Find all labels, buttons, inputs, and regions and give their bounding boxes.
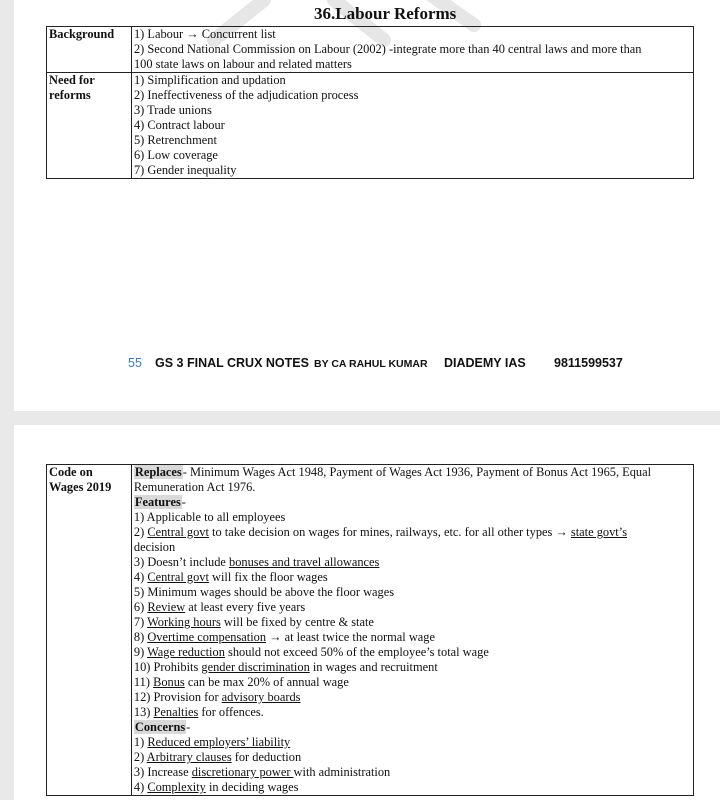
text-segment: 6) — [133, 600, 148, 614]
text-line — [134, 73, 691, 88]
footer-page-number: 55 — [128, 356, 142, 370]
text-segment: 11) — [133, 675, 154, 689]
text-segment: decision — [133, 540, 176, 554]
text-line — [134, 765, 691, 780]
text-line — [134, 103, 691, 118]
text-segment: 2) — [133, 525, 148, 539]
text-line — [134, 525, 691, 540]
text-segment: will be fixed by centre & state — [220, 615, 374, 629]
text-segment: 3) Trade unions — [133, 103, 212, 117]
text-line — [134, 690, 691, 705]
footer-doc-title: GS 3 FINAL CRUX NOTES — [155, 356, 309, 370]
text-segment: 2) Ineffectiveness of the adjudication process — [133, 88, 359, 102]
section-label: Replaces — [134, 465, 182, 479]
text-segment: can be max 20% of annual wage — [184, 675, 349, 689]
table-row — [47, 73, 694, 179]
row-content — [131, 27, 693, 73]
text-line — [134, 660, 691, 675]
underlined-text: Bonus — [153, 675, 185, 689]
table-row — [47, 27, 694, 73]
text-segment: Remuneration Act 1976. — [133, 480, 256, 494]
underlined-text: Penalties — [153, 705, 199, 719]
text-line — [134, 600, 691, 615]
text-segment: 100 state laws on labour and related matters — [133, 57, 352, 71]
text-line — [134, 540, 691, 555]
document-page-1 — [14, 0, 720, 411]
text-segment: 4) — [133, 570, 148, 584]
footer-phone: 9811599537 — [554, 356, 623, 370]
underlined-text: state govt’s — [570, 525, 628, 539]
text-segment: 13) — [133, 705, 154, 719]
text-segment: in deciding wages — [205, 780, 299, 794]
section-label: Concerns — [134, 720, 186, 734]
text-line — [134, 118, 691, 133]
text-line — [134, 555, 691, 570]
row-heading: Code on Wages 2019 — [47, 465, 132, 796]
row-content — [131, 73, 693, 179]
row-heading: Need for reforms — [47, 73, 132, 179]
text-line — [134, 27, 691, 42]
text-segment: 2) — [133, 750, 147, 764]
text-line — [134, 585, 691, 600]
text-line — [134, 495, 691, 510]
code-on-wages-table — [46, 464, 694, 796]
text-segment: 1) — [133, 735, 148, 749]
text-segment: - — [181, 495, 186, 509]
underlined-text: Complexity — [147, 780, 206, 794]
text-line — [134, 735, 691, 750]
text-segment: with administration — [293, 765, 391, 779]
underlined-text: Overtime compensation — [147, 630, 267, 644]
text-line — [134, 750, 691, 765]
text-line — [134, 645, 691, 660]
text-segment: 1) Applicable to all employees — [133, 510, 286, 524]
text-segment: for offences. — [198, 705, 264, 719]
text-segment: 5) Retrenchment — [133, 133, 217, 147]
text-line — [134, 57, 691, 72]
underlined-text: Central govt — [147, 525, 209, 539]
footer-author: BY CA RAHUL KUMAR — [314, 358, 428, 370]
underlined-text: gender discrimination — [201, 660, 310, 674]
text-line — [134, 780, 691, 795]
row-content — [131, 465, 693, 796]
text-segment: 1) Labour → Concurrent list — [133, 27, 276, 41]
text-segment: 2) Second National Commission on Labour (2002) -integrate more than 40 central laws and more than — [133, 42, 642, 56]
text-line — [134, 615, 691, 630]
underlined-text: Reduced employers’ liability — [147, 735, 291, 749]
underlined-text: Central govt — [147, 570, 209, 584]
text-line — [134, 133, 691, 148]
text-line — [134, 720, 691, 735]
text-segment: 1) Simplification and updation — [133, 73, 286, 87]
footer-brand: DIADEMY IAS — [444, 356, 526, 370]
text-segment: 4) — [133, 780, 148, 794]
text-line — [134, 480, 691, 495]
underlined-text: discretionary power — [191, 765, 294, 779]
text-segment: to take decision on wages for mines, railways, etc. for all other types → — [208, 525, 571, 539]
text-segment: for deduction — [231, 750, 302, 764]
text-segment: should not exceed 50% of the employee’s total wage — [224, 645, 489, 659]
text-line — [134, 42, 691, 57]
text-segment: 7) — [133, 615, 148, 629]
text-segment: 3) Increase — [133, 765, 192, 779]
text-line — [134, 675, 691, 690]
document-page-2 — [14, 425, 720, 800]
underlined-text: Arbitrary clauses — [146, 750, 232, 764]
text-line — [134, 465, 691, 480]
text-segment: 5) Minimum wages should be above the floor wages — [133, 585, 395, 599]
text-segment: 10) Prohibits — [133, 660, 202, 674]
text-line — [134, 570, 691, 585]
text-line — [134, 510, 691, 525]
text-line — [134, 148, 691, 163]
text-segment: - Minimum Wages Act 1948, Payment of Wages Act 1936, Payment of Bonus Act 1965, Equal — [182, 465, 652, 479]
text-line — [134, 163, 691, 178]
table-row — [47, 465, 694, 796]
page-title: 36.Labour Reforms — [314, 4, 457, 23]
text-segment: 8) — [133, 630, 148, 644]
text-segment: 12) Provision for — [133, 690, 222, 704]
text-line — [134, 88, 691, 103]
text-segment: → at least twice the normal wage — [266, 630, 435, 644]
labour-reforms-table — [46, 26, 694, 179]
row-heading: Background — [47, 27, 132, 73]
text-segment: 3) Doesn’t include — [133, 555, 229, 569]
text-segment: 4) Contract labour — [133, 118, 225, 132]
text-segment: 6) Low coverage — [133, 148, 218, 162]
text-segment: in wages and recruitment — [309, 660, 438, 674]
underlined-text: Wage reduction — [147, 645, 225, 659]
text-segment: at least every five years — [185, 600, 306, 614]
section-label: Features — [134, 495, 181, 509]
text-segment: 9) — [133, 645, 148, 659]
underlined-text: Review — [147, 600, 186, 614]
text-segment: will fix the floor wages — [208, 570, 328, 584]
underlined-text: advisory boards — [221, 690, 301, 704]
underlined-text: Working hours — [147, 615, 221, 629]
text-line — [134, 705, 691, 720]
underlined-text: bonuses and travel allowances — [229, 555, 380, 569]
text-segment: 7) Gender inequality — [133, 163, 237, 177]
text-line — [134, 630, 691, 645]
text-segment: - — [186, 720, 191, 734]
